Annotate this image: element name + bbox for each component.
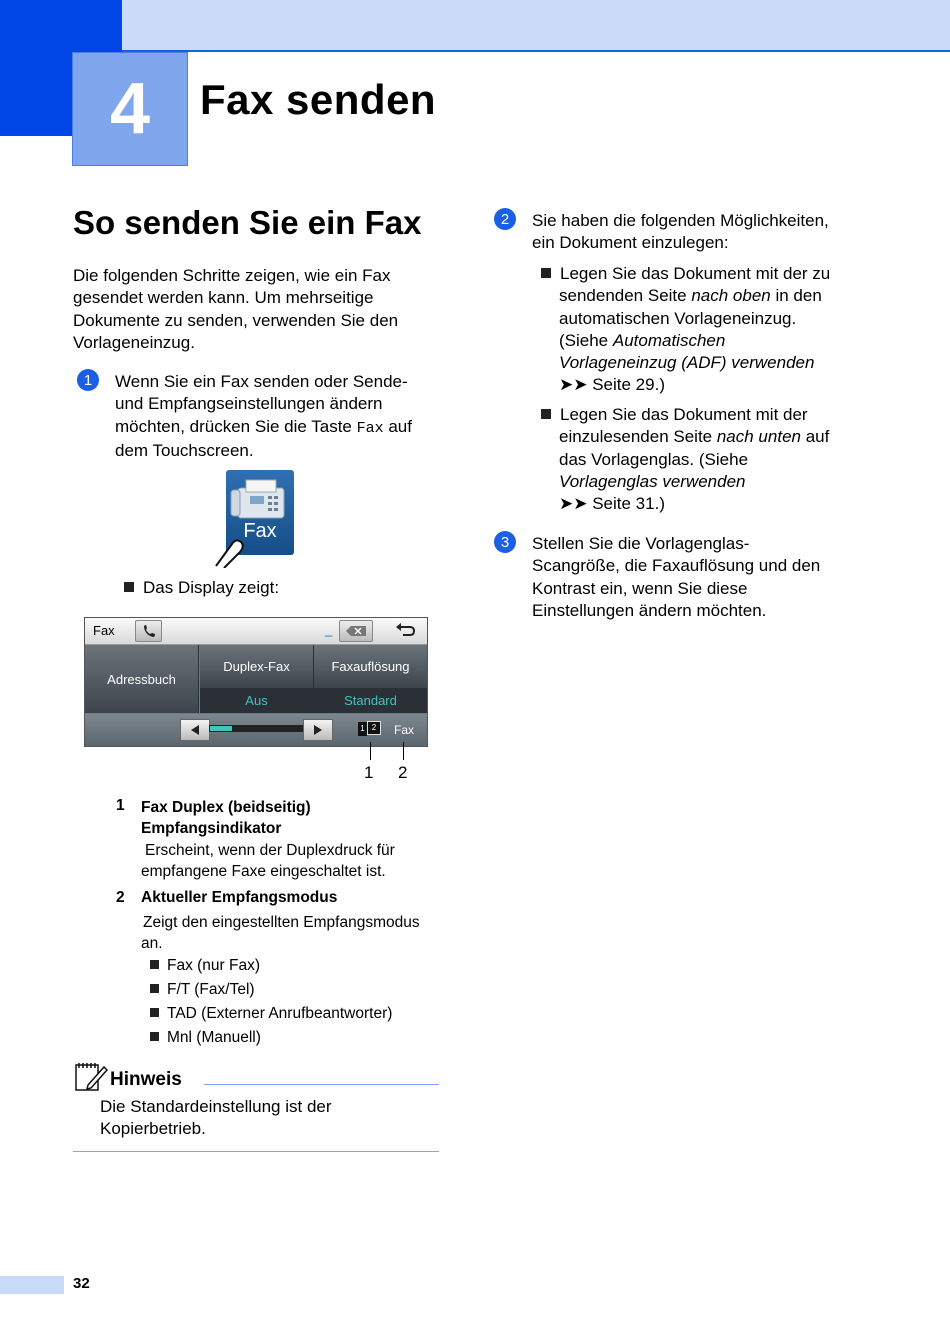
bullet-square-icon bbox=[541, 409, 551, 419]
duplex-indicator-1: 1 bbox=[358, 722, 367, 736]
step2-text: Sie haben die folgenden Möglichkeiten, ein Dokument einzulegen: bbox=[532, 211, 829, 253]
callout-1: 1 bbox=[364, 763, 374, 782]
backspace-button[interactable] bbox=[339, 620, 373, 642]
scroll-left-button[interactable] bbox=[180, 719, 210, 741]
step1-line: möchten, drücken Sie die Taste Fax auf bbox=[115, 416, 412, 437]
list-item: F/T (Fax/Tel) bbox=[150, 978, 392, 1002]
receive-mode-indicator: Fax bbox=[394, 723, 415, 737]
intro-line: gesendet werden kann. Um mehrseitige bbox=[73, 288, 374, 308]
legend-title-1: Fax Duplex (beidseitig) Empfangsindikator bbox=[141, 799, 311, 837]
list-item: Fax (nur Fax) bbox=[150, 954, 392, 978]
bullet-square-icon bbox=[150, 984, 159, 993]
callout-line-1 bbox=[370, 742, 371, 760]
callout-2: 2 bbox=[398, 763, 408, 782]
step2-bullet-1: Legen Sie das Dokument mit der zu sendenden Seite nach oben in den automatischen Vorlageneinzug. (Siehe Automatischen Vorlageneinzug (ADF) verwenden ➤➤ Seite 29.) bbox=[541, 263, 881, 397]
header-rule bbox=[122, 50, 950, 52]
note-bottom-rule bbox=[73, 1151, 439, 1152]
scroll-thumb[interactable] bbox=[210, 726, 232, 731]
address-book-button[interactable]: Adressbuch bbox=[85, 645, 199, 713]
scroll-track[interactable] bbox=[209, 725, 303, 732]
page-number: 32 bbox=[73, 1275, 90, 1292]
bullet-square-icon bbox=[150, 1008, 159, 1017]
input-cursor: _ bbox=[325, 622, 333, 637]
step1-line: dem Touchscreen. bbox=[115, 440, 254, 460]
back-arrow-icon bbox=[395, 622, 415, 638]
duplex-fax-value: Aus bbox=[200, 688, 313, 713]
finger-pointer-icon bbox=[210, 528, 250, 568]
note-text: Die Standardeinstellung ist der Kopierbetrieb. bbox=[100, 1097, 332, 1139]
legend-desc-1: Erscheint, wenn der Duplexdruck für empfangene Faxe eingeschaltet ist. bbox=[141, 842, 395, 880]
legend-number-2: 2 bbox=[116, 889, 125, 906]
page-reference-link[interactable]: ➤➤ Seite 29.) bbox=[559, 375, 665, 395]
scroll-right-button[interactable] bbox=[303, 719, 333, 741]
receive-mode-list bbox=[150, 954, 392, 1050]
section-title: So senden Sie ein Fax bbox=[73, 204, 422, 241]
display-mode-label: Fax bbox=[93, 623, 115, 638]
step1-line: und Empfangseinstellungen ändern bbox=[115, 394, 383, 414]
bullet-square-icon bbox=[150, 1032, 159, 1041]
footer-band bbox=[0, 1276, 64, 1294]
duplex-fax-label: Duplex-Fax bbox=[200, 645, 313, 688]
step1-line: Wenn Sie ein Fax senden oder Sende- bbox=[115, 372, 408, 391]
fax-machine-icon bbox=[226, 474, 294, 526]
intro-paragraph bbox=[73, 265, 453, 354]
note-pencil-icon bbox=[74, 1061, 108, 1093]
callout-line-2 bbox=[403, 742, 404, 760]
step2-bullet-2: Legen Sie das Dokument mit der einzulesenden Seite nach unten auf das Vorlagenglas. (Siehe Vorlagenglas verwenden ➤➤ Seite 31.) bbox=[541, 404, 881, 515]
fax-key-name: Fax bbox=[356, 419, 384, 437]
note-title: Hinweis bbox=[110, 1069, 182, 1090]
chapter-number: 4 bbox=[109, 69, 151, 149]
bullet-square-icon bbox=[124, 582, 134, 592]
bullet-square-icon bbox=[150, 960, 159, 969]
chapter-number-box bbox=[72, 52, 188, 166]
fax-resolution-button[interactable] bbox=[314, 645, 427, 713]
intro-line: Vorlageneinzug. bbox=[73, 332, 195, 352]
bullet-square-icon bbox=[541, 268, 551, 278]
header-band bbox=[122, 0, 950, 52]
legend-title-2: Aktueller Empfangsmodus bbox=[141, 889, 338, 906]
intro-line: Die folgenden Schritte zeigen, wie ein Fax bbox=[73, 266, 391, 285]
fax-button-label: Fax bbox=[243, 520, 277, 542]
hook-button[interactable] bbox=[135, 620, 162, 642]
step3-text: Stellen Sie die Vorlagenglas- Scangröße, die Faxauflösung und den Kontrast ein, wenn Sie diese Einstellungen ändern möchten. bbox=[532, 534, 821, 620]
list-item: Mnl (Manuell) bbox=[150, 1026, 392, 1050]
backspace-icon bbox=[345, 625, 367, 637]
arrow-right-icon bbox=[313, 725, 323, 735]
display-bottom-bar bbox=[85, 714, 427, 746]
note-top-rule bbox=[204, 1084, 439, 1085]
phone-icon bbox=[142, 624, 156, 638]
step-number-2: 2 bbox=[494, 208, 516, 230]
legend-number-1: 1 bbox=[116, 797, 125, 814]
list-item: TAD (Externer Anrufbeantworter) bbox=[150, 1002, 392, 1026]
duplex-fax-button[interactable] bbox=[200, 645, 314, 713]
page-reference-link[interactable]: ➤➤ Seite 31.) bbox=[559, 494, 665, 514]
fax-resolution-value: Standard bbox=[314, 688, 427, 713]
duplex-indicator-2: 2 bbox=[367, 721, 381, 735]
display-bullet: Das Display zeigt: bbox=[124, 577, 279, 599]
fax-resolution-label: Faxauflösung bbox=[314, 645, 427, 688]
step-number-3: 3 bbox=[494, 531, 516, 553]
lcd-display bbox=[84, 617, 428, 747]
back-button[interactable] bbox=[387, 620, 423, 640]
display-top-bar bbox=[85, 618, 427, 645]
legend-desc-2: Zeigt den eingestellten Empfangsmodus an. bbox=[141, 914, 420, 952]
step1-text bbox=[115, 371, 455, 462]
step-number-1: 1 bbox=[77, 369, 99, 391]
arrow-left-icon bbox=[190, 725, 200, 735]
intro-line: Dokumente zu senden, verwenden Sie den bbox=[73, 310, 399, 330]
chapter-title: Fax senden bbox=[200, 76, 437, 123]
